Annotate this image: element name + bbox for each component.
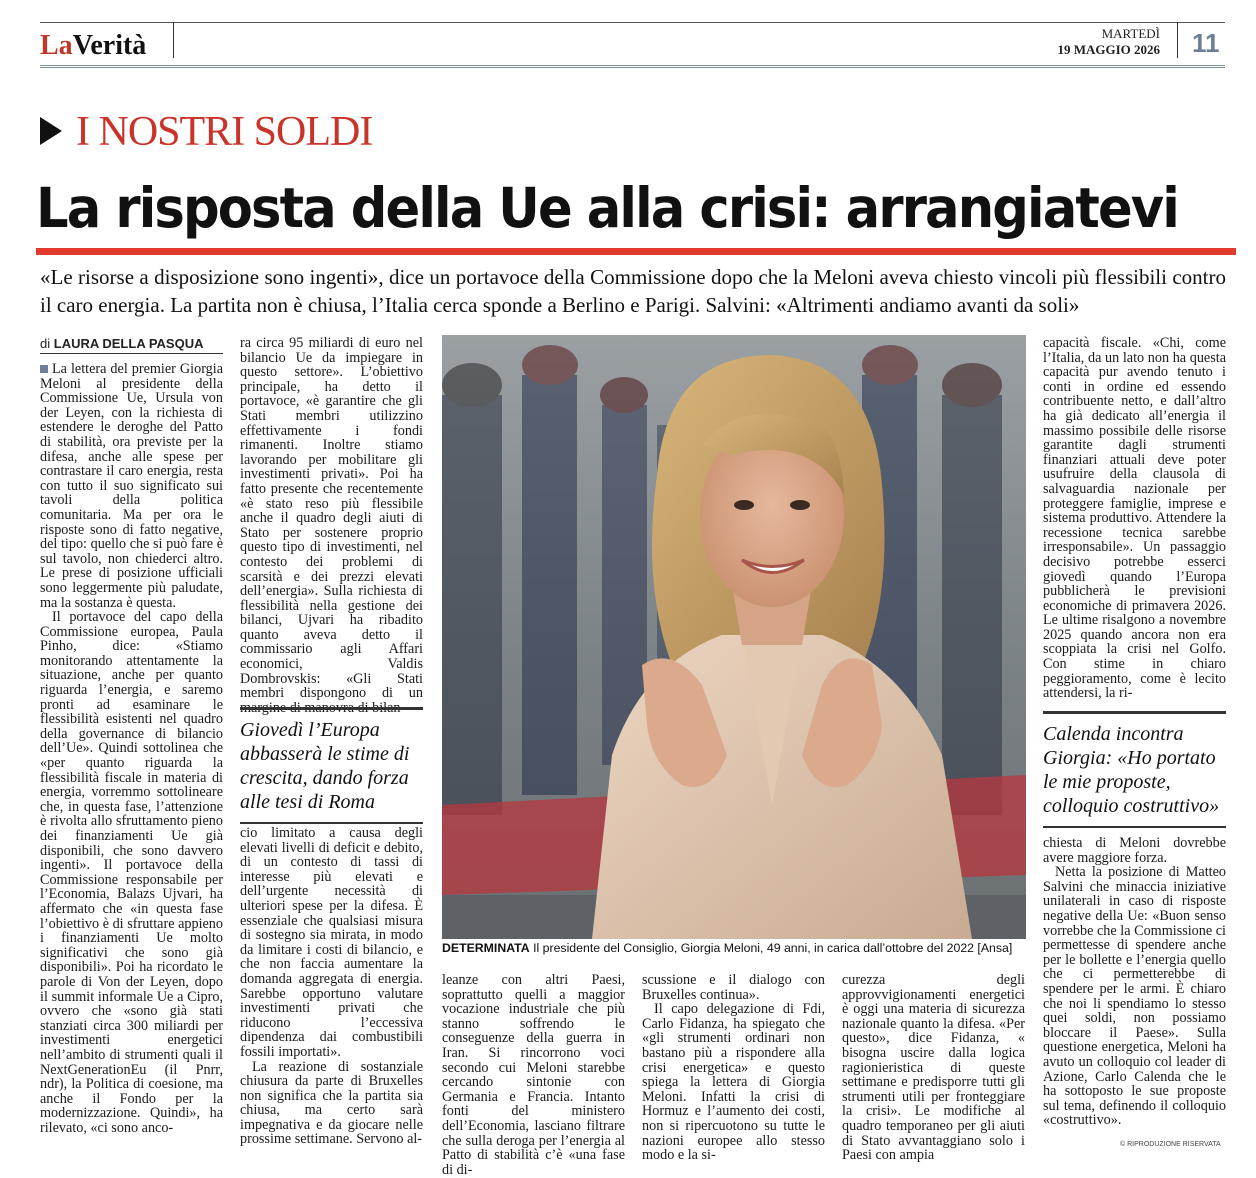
column-1: La lettera del premier Giorgia Meloni al presidente della Commissione Ue, Ursula von der Leyen, con la richiesta di estendere le deroghe del Patto di stabilità, ora previste per la difesa, anche alle spese per contrastare il caro energia, resta con tutto il suo significato sui tavoli della politica comunitaria. Ma per ora le risposte sono di fatto negative, del tipo: quello che si può fare è sul tavolo, non chiederci altro. Le prese di posizione ufficiali sono leggermente più paludate, ma la sostanza è questa. Il portavoce del capo della Commissione europea, Paula Pinho, dice: «Stiamo monitorando attentamente la situazione, anche per quanto riguarda l’energia, e saremo pronti ad esaminare le flessibilità esistenti nel quadro della governance di bilancio dell’Ue». Quindi sottolinea che «per quanto riguarda la flessibilità fiscale in materia di energia, vorremmo sottolineare che, in questa fase, l’attenzione è rivolta allo sfruttamento pieno dei finanziamenti Ue già disponibili, che sono davvero ingenti». Il portavoce della Commissione responsabile per l’Economia, Balazs Ujvari, ha affermato che «in questa fase l’obiettivo è di sfruttare appieno i finanziamenti Ue molto significativi che sono già disponibili». Poi ha ricordato le parole di Von der Leyen, dopo il summit informale Ue a Cipro, ovvero che «sono già stati stanziati circa 300 miliardi per investimenti energetici nell’ambito di strumenti quali il NextGenerationEu (il Pnrr, ndr), la Politica di coesione, ma anche il Fondo per la modernizzazione. Quindi», ha rilevato, «ci sono anco- (40, 361, 223, 1136)
headline-underline (36, 248, 1236, 255)
section-title: I NOSTRI SOLDI (40, 108, 372, 156)
page-number: 11 (1192, 28, 1220, 58)
deck: «Le risorse a disposizione sono ingenti», dice un portavoce della Commissione dopo che la Meloni aveva chiesto vincoli più flessibili contro il caro energia. La partita non è chiusa, l’Italia cerca sponde a Berlino e Parigi. Salvini: «Altrimenti andiamo avanti da soli» (40, 265, 1226, 317)
photo-caption: DETERMINATA Il presidente del Consiglio, Giorgia Meloni, 49 anni, in carica dall’ottobre del 2022 [Ansa] (442, 941, 1013, 955)
column-5: curezza degli approvvigionamenti energetici è oggi una materia di sicurezza nazionale quanto la difesa. «Per questo», dice Fidanza, « bisogna uscire dalla logica ragionieristica di queste settimane e predisporre tutti gli strumenti utili per fronteggiare la crisi». Le modifiche al quadro temporaneo per gli aiuti di Stato avvantaggiano solo i Paesi con ampia (842, 972, 1025, 1164)
masthead-divider (173, 22, 174, 58)
square-bullet-icon (40, 365, 48, 373)
column-6-bottom: chiesta di Meloni dovrebbe avere maggiore forza. Netta la posizione di Matteo Salvini che minaccia iniziative unilaterali in caso di risposte negative della Ue: «Buon senso vorrebbe che la Commissione ci permettesse di spendere anche per le bollette e l’energia quello che ci permetterebbe di spendere per le armi. È chiaro che noi li spendiamo lo stesso quei soldi, non possiamo bloccare il Paese». Sulla questione energetica, Meloni ha avuto un colloquio col leader di Azione, Carlo Calenda che le ha sottoposto le sue proposte sul tema, definendo il colloquio «costruttivo». (1043, 835, 1226, 1129)
column-2-bottom: cio limitato a causa degli elevati livelli di deficit e debito, di un contesto di tassi di interesse più elevati e dell’urgente necessità di ulteriori spese per la difesa. È essenziale che qualsiasi misura di sostegno sia mirata, in modo da limitare i costi di bilancio, e che non faccia aumentare la domanda aggregata di energia. Sarebbe opportuno valutare investimenti privati che riducono l’eccessiva dipendenza dai combustibili fossili importati». La reazione di sostanziale chiusura da parte di Bruxelles non significa che la partita sia chiusa, ma certo sarà impegnativa e da giocare nelle prossime settimane. Servono al- (240, 825, 423, 1148)
headline: La risposta della Ue alla crisi: arrangiatevi (36, 176, 1178, 240)
masthead-date: MARTEDÌ 19 MAGGIO 2026 (1057, 26, 1160, 57)
column-2-top: ra circa 95 miliardi di euro nel bilancio Ue da impiegare in questo settore». L’obiettivo principale, ha detto il portavoce, «è garantire che gli Stati membri utilizzino effettivamente i fondi rimanenti. Inoltre stiamo lavorando per mobilitare gli investimenti privati». Poi ha fatto presente che recentemente «è stato reso più flessibile anche il quadro degli aiuti di Stato per sostenere proprio questo tipo di investimenti, nel contesto dei problemi di scarsità e dei prezzi elevati dell’energia». Sulla richiesta di flessibilità nella gestione dei bilanci, Ujvari ha ribadito quanto aveva detto il commissario agli Affari economici, Valdis Dombrovskis: «Gli Stati membri dispongono di un margine di manovra di bilan- (240, 335, 423, 716)
masthead-top-rule (40, 22, 1225, 23)
column-6-top: capacità fiscale. «Chi, come l’Italia, da un lato non ha questa capacità pur avendo tenuto i conti in ordine ed essendo contribuente netto, e dall’altro ha già dedicato all’energia il massimo possibile delle risorse garantite dagli strumenti finanziari attuali deve poter usufruire della clausola di salvaguardia nazionale per proteggere famiglie, imprese e sistema produttivo. Attendere la recessione tecnica sarebbe irresponsabile». Un passaggio decisivo potrebbe esserci giovedì quando l’Europa pubblicherà le previsioni economiche di primavera 2026. Le ultime risalgono a novembre 2025 quando ancora non era scoppiata la crisi nel Golfo. Con stime in chiaro peggioramento, come è lecito attendersi, la ri- (1043, 335, 1226, 702)
byline: di LAURA DELLA PASQUA (40, 336, 223, 354)
column-4: scussione e il dialogo con Bruxelles continua». Il capo delegazione di Fdi, Carlo Fidanza, ha spiegato che «gli strumenti ordinari non bastano più a rispondere alla crisi energetica» e questo spiega la lettera di Giorgia Meloni. Infatti la crisi di Hormuz e l’aumento dei costi, non si ripercuotono su tutte le nazioni europee allo stesso modo e la si- (642, 972, 825, 1164)
portrait-photo (442, 335, 1026, 939)
pull-quote-1: Giovedì l’Europa abbasserà le stime di crescita, dando forza alle tesi di Roma (240, 707, 423, 824)
copyright-notice: © RIPRODUZIONE RISERVATA (1120, 1141, 1221, 1148)
column-3: leanze con altri Paesi, soprattutto quelli a maggior vocazione industriale che più stanno soffrendo le conseguenze della guerra in Iran. Si rincorrono voci secondo cui Meloni starebbe cercando sintonie con Germania e Francia. Intanto fonti del ministero dell’Economia, lasciano filtrare che sulla deroga per l’energia al Patto di stabilità c’è «una fase di di- (442, 972, 625, 1178)
masthead-bottom-rule (40, 64, 1225, 68)
masthead-divider (1177, 22, 1178, 58)
triangle-arrow-icon (40, 117, 62, 145)
pull-quote-2: Calenda incontra Giorgia: «Ho portato le mie proposte, colloquio costruttivo» (1043, 711, 1226, 828)
newspaper-logo: LaVerità (40, 30, 147, 61)
